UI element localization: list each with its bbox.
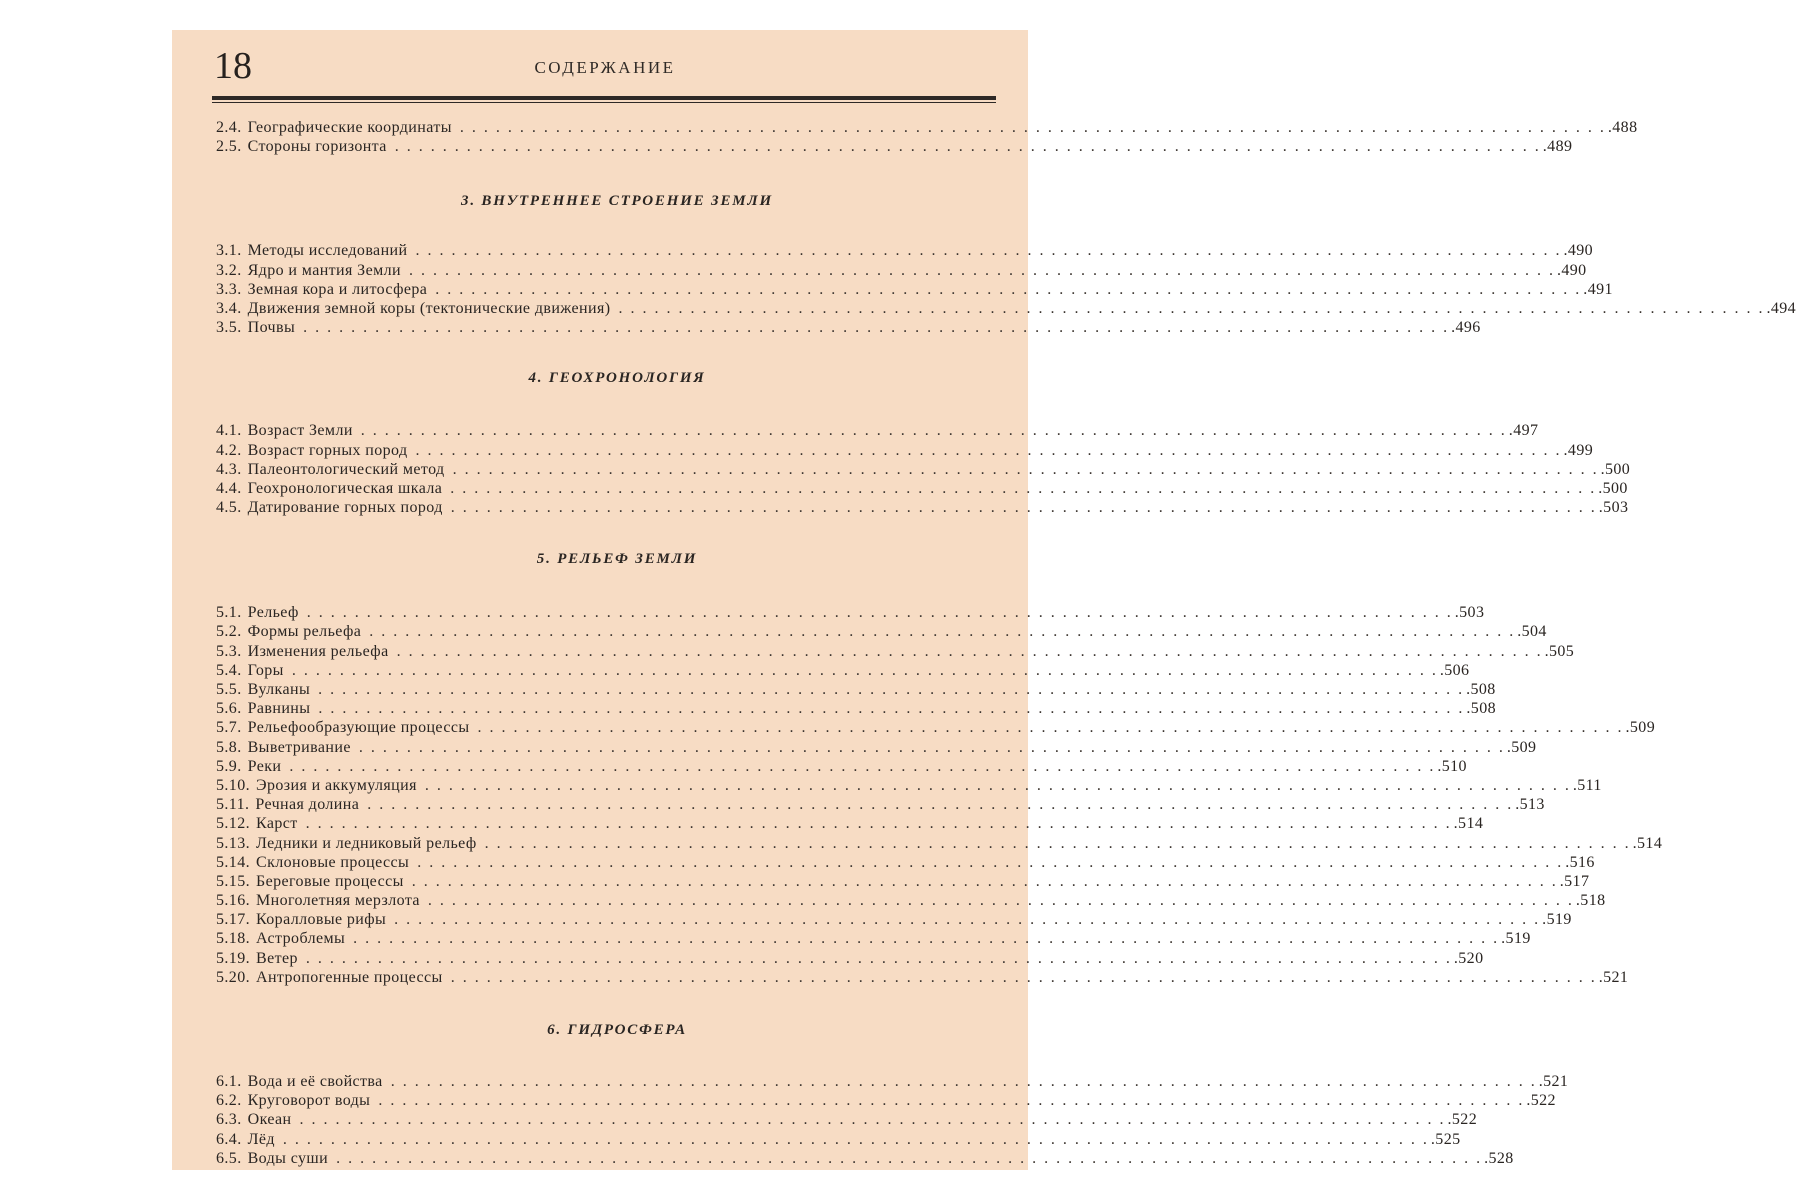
section-3-entries bbox=[216, 241, 1796, 337]
toc-entry-number: 6.5. bbox=[216, 1149, 242, 1167]
toc-entry bbox=[216, 1149, 1514, 1168]
running-title: СОДЕРЖАНИЕ bbox=[534, 58, 676, 77]
toc-entry-page: .491 bbox=[1583, 280, 1613, 298]
toc-entry-number: 2.5. bbox=[216, 138, 242, 156]
dot-leader: . . . . . . . . . . . . . . . . . . . . . . . . . . . . . . . . . . . . . . . . . . . . . . . . . . . . . . . . . . . . . . . . . . . . . . . . . . . . . . . . . . . . . . . . . . . . . . . . bbox=[390, 1073, 1537, 1090]
toc-entry-page: .522 bbox=[1526, 1092, 1556, 1110]
dot-leader: . . . . . . . . . . . . . . . . . . . . . . . . . . . . . . . . . . . . . . . . . . . . . . . . . . . . . . . . . . . . . . . . . . . . . . . . . . . . . . . . . . . . . . . . . . . . . . . . bbox=[618, 299, 1765, 317]
dot-leader: . . . . . . . . . . . . . . . . . . . . . . . . . . . . . . . . . . . . . . . . . . . . . . . . . . . . . . . . . . . . . . . . . . . . . . . . . . . . . . . . . . . . . . . . . . . . . . . . bbox=[450, 479, 1597, 497]
toc-entry-page: .505 bbox=[1544, 642, 1575, 660]
toc-entry-title: Рельеф bbox=[247, 604, 299, 622]
toc-entry bbox=[216, 699, 1497, 718]
toc-entry-page: .494 bbox=[1766, 299, 1796, 317]
toc-entry-number: 5.13. bbox=[216, 834, 250, 852]
toc-entry-title: Возраст Земли bbox=[247, 422, 353, 440]
toc-entry bbox=[216, 241, 1594, 260]
toc-entry-number: 5.14. bbox=[216, 853, 250, 871]
toc-entry-title: Географические координаты bbox=[247, 119, 452, 136]
book-page bbox=[172, 30, 1796, 1170]
section-5-entries bbox=[216, 603, 1663, 987]
toc-entry-number: 4.4. bbox=[216, 479, 242, 497]
dot-leader: . . . . . . . . . . . . . . . . . . . . . . . . . . . . . . . . . . . . . . . . . . . . . . . . . . . . . . . . . . . . . . . . . . . . . . . . . . . . . . . . . . . . . . . . . . . . . . . . bbox=[450, 968, 1597, 986]
toc-entry-number: 2.4. bbox=[216, 119, 242, 136]
toc-entry bbox=[216, 814, 1484, 833]
dot-leader: . . . . . . . . . . . . . . . . . . . . . . . . . . . . . . . . . . . . . . . . . . . . . . . . . . . . . . . . . . . . . . . . . . . . . . . . . . . . . . . . . . . . . . . . . . . . . . . . bbox=[358, 738, 1505, 756]
toc-entry bbox=[216, 910, 1572, 929]
toc-entry-page: .525 bbox=[1430, 1130, 1461, 1148]
toc-entry-title: Датирование горных пород bbox=[247, 499, 443, 517]
toc-entry bbox=[216, 872, 1590, 891]
toc-entry bbox=[216, 118, 1638, 137]
toc-entry-title: Многолетняя мерзлота bbox=[256, 892, 420, 910]
toc-entry-page: .514 bbox=[1632, 834, 1663, 852]
toc-entry-title: Выветривание bbox=[247, 738, 351, 756]
toc-entry-number: 3.4. bbox=[216, 299, 242, 317]
dot-leader: . . . . . . . . . . . . . . . . . . . . . . . . . . . . . . . . . . . . . . . . . . . . . . . . . . . . . . . . . . . . . . . . . . . . . . . . . . . . . . . . . . . . . . . . . . . . . . . . bbox=[427, 892, 1574, 910]
dot-leader: . . . . . . . . . . . . . . . . . . . . . . . . . . . . . . . . . . . . . . . . . . . . . . . . . . . . . . . . . . . . . . . . . . . . . . . . . . . . . . . . . . . . . . . . . . . . . . . . bbox=[299, 1111, 1446, 1129]
header-rule-thin bbox=[212, 102, 996, 103]
toc-entry-page: .514 bbox=[1453, 815, 1484, 833]
toc-entry bbox=[216, 299, 1796, 318]
toc-entry bbox=[216, 968, 1629, 987]
toc-entry-page: .489 bbox=[1542, 138, 1573, 156]
toc-entry-number: 4.2. bbox=[216, 441, 242, 459]
toc-entry-number: 5.12. bbox=[216, 815, 250, 833]
toc-entry-number: 5.19. bbox=[216, 949, 250, 967]
toc-entry-title: Ядро и мантия Земли bbox=[247, 261, 401, 279]
section-heading: 5. РЕЛЬЕФ ЗЕМЛИ bbox=[536, 551, 698, 568]
toc-entry-title: Формы рельефа bbox=[247, 623, 362, 641]
toc-entry-page: .490 bbox=[1556, 261, 1587, 279]
dot-leader: . . . . . . . . . . . . . . . . . . . . . . . . . . . . . . . . . . . . . . . . . . . . . . . . . . . . . . . . . . . . . . . . . . . . . . . . . . . . . . . . . . . . . . . . . . . . . . . . bbox=[396, 642, 1543, 660]
toc-entry-page: .499 bbox=[1563, 441, 1594, 459]
section-heading: 4. ГЕОХРОНОЛОГИЯ bbox=[528, 370, 706, 387]
toc-entry bbox=[216, 642, 1575, 661]
toc-entry-page: .500 bbox=[1600, 460, 1631, 478]
toc-entry-number: 5.18. bbox=[216, 930, 250, 948]
toc-entry bbox=[216, 1130, 1461, 1149]
page-header bbox=[214, 44, 996, 92]
toc-entry bbox=[216, 479, 1628, 498]
toc-entry-page: .509 bbox=[1625, 719, 1656, 737]
toc-entry bbox=[216, 853, 1595, 872]
toc-entry bbox=[216, 261, 1587, 280]
toc-entry-title: Почвы bbox=[247, 319, 296, 337]
toc-entry-page: .518 bbox=[1575, 892, 1606, 910]
toc-entry-page: .519 bbox=[1542, 911, 1572, 929]
dot-leader: . . . . . . . . . . . . . . . . . . . . . . . . . . . . . . . . . . . . . . . . . . . . . . . . . . . . . . . . . . . . . . . . . . . . . . . . . . . . . . . . . . . . . . . . . . . . . . . . bbox=[336, 1149, 1483, 1167]
toc-entry bbox=[216, 441, 1594, 460]
toc-entry-page: .513 bbox=[1515, 796, 1545, 814]
toc-entry bbox=[216, 891, 1606, 910]
section-heading: 6. ГИДРОСФЕРА bbox=[547, 1022, 687, 1038]
dot-leader: . . . . . . . . . . . . . . . . . . . . . . . . . . . . . . . . . . . . . . . . . . . . . . . . . . . . . . . . . . . . . . . . . . . . . . . . . . . . . . . . . . . . . . . . . . . . . . . . bbox=[318, 700, 1465, 718]
continued-entries bbox=[216, 118, 1638, 156]
toc-entry-title: Рельефообразующие процессы bbox=[247, 719, 470, 737]
toc-entry-title: Стороны горизонта bbox=[247, 138, 387, 156]
toc-entry-title: Земная кора и литосфера bbox=[247, 280, 428, 298]
toc-entry-title: Движения земной коры (тектонические движения) bbox=[247, 299, 611, 317]
toc-entry bbox=[216, 280, 1613, 299]
toc-entry-page: .496 bbox=[1451, 319, 1481, 337]
dot-leader: . . . . . . . . . . . . . . . . . . . . . . . . . . . . . . . . . . . . . . . . . . . . . . . . . . . . . . . . . . . . . . . . . . . . . . . . . . . . . . . . . . . . . . . . . . . . . . . . bbox=[459, 119, 1606, 136]
toc-entry-page: .508 bbox=[1466, 681, 1496, 698]
toc-entry-title: Круговорот воды bbox=[247, 1092, 371, 1110]
dot-leader: . . . . . . . . . . . . . . . . . . . . . . . . . . . . . . . . . . . . . . . . . . . . . . . . . . . . . . . . . . . . . . . . . . . . . . . . . . . . . . . . . . . . . . . . . . . . . . . . bbox=[305, 949, 1452, 967]
toc-entry-title: Методы исследований bbox=[247, 242, 408, 260]
toc-entry-title: Карст bbox=[256, 815, 298, 833]
toc-entry bbox=[216, 622, 1547, 641]
toc-entry-title: Эрозия и аккумуляция bbox=[256, 776, 417, 794]
toc-entry-title: Астроблемы bbox=[256, 930, 346, 948]
dot-leader: . . . . . . . . . . . . . . . . . . . . . . . . . . . . . . . . . . . . . . . . . . . . . . . . . . . . . . . . . . . . . . . . . . . . . . . . . . . . . . . . . . . . . . . . . . . . . . . . bbox=[452, 460, 1599, 478]
toc-entry-title: Склоновые процессы bbox=[256, 853, 410, 871]
dot-leader: . . . . . . . . . . . . . . . . . . . . . . . . . . . . . . . . . . . . . . . . . . . . . . . . . . . . . . . . . . . . . . . . . . . . . . . . . . . . . . . . . . . . . . . . . . . . . . . . bbox=[282, 1130, 1429, 1148]
dot-leader: . . . . . . . . . . . . . . . . . . . . . . . . . . . . . . . . . . . . . . . . . . . . . . . . . . . . . . . . . . . . . . . . . . . . . . . . . . . . . . . . . . . . . . . . . . . . . . . . bbox=[353, 930, 1500, 948]
dot-leader: . . . . . . . . . . . . . . . . . . . . . . . . . . . . . . . . . . . . . . . . . . . . . . . . . . . . . . . . . . . . . . . . . . . . . . . . . . . . . . . . . . . . . . . . . . . . . . . . bbox=[484, 834, 1631, 852]
toc-entry-number: 5.9. bbox=[216, 757, 242, 775]
toc-entry-number: 5.16. bbox=[216, 892, 250, 910]
toc-entry bbox=[216, 137, 1573, 156]
toc-entry-page: .500 bbox=[1598, 479, 1628, 497]
toc-entry-title: Воды суши bbox=[247, 1149, 329, 1167]
toc-entry-title: Океан bbox=[247, 1111, 292, 1129]
dot-leader: . . . . . . . . . . . . . . . . . . . . . . . . . . . . . . . . . . . . . . . . . . . . . . . . . . . . . . . . . . . . . . . . . . . . . . . . . . . . . . . . . . . . . . . . . . . . . . . . bbox=[360, 422, 1507, 440]
toc-entry-number: 5.5. bbox=[216, 681, 242, 698]
section-heading: 3. ВНУТРЕННЕЕ СТРОЕНИЕ ЗЕМЛИ bbox=[461, 193, 773, 210]
toc-entry-number: 5.2. bbox=[216, 623, 242, 641]
dot-leader: . . . . . . . . . . . . . . . . . . . . . . . . . . . . . . . . . . . . . . . . . . . . . . . . . . . . . . . . . . . . . . . . . . . . . . . . . . . . . . . . . . . . . . . . . . . . . . . . bbox=[394, 911, 1541, 929]
toc-entry bbox=[216, 318, 1481, 337]
toc-entry-page: .497 bbox=[1508, 422, 1539, 440]
toc-entry bbox=[216, 757, 1467, 776]
toc-entry-number: 4.5. bbox=[216, 499, 242, 517]
toc-entry-title: Вода и её свойства bbox=[247, 1073, 383, 1090]
toc-entry-number: 5.11. bbox=[216, 796, 250, 814]
toc-entry bbox=[216, 929, 1531, 948]
toc-entry-number: 6.4. bbox=[216, 1130, 242, 1148]
toc-entry bbox=[216, 718, 1656, 737]
toc-entry-number: 3.2. bbox=[216, 261, 242, 279]
toc-entry bbox=[216, 795, 1545, 814]
toc-entry-page: .490 bbox=[1563, 242, 1594, 260]
dot-leader: . . . . . . . . . . . . . . . . . . . . . . . . . . . . . . . . . . . . . . . . . . . . . . . . . . . . . . . . . . . . . . . . . . . . . . . . . . . . . . . . . . . . . . . . . . . . . . . . bbox=[378, 1092, 1525, 1110]
toc-entry-title: Береговые процессы bbox=[256, 872, 404, 890]
toc-entry-title: Геохронологическая шкала bbox=[247, 479, 443, 497]
section-4-entries bbox=[216, 421, 1631, 517]
toc-entry bbox=[216, 460, 1631, 479]
toc-entry-number: 5.10. bbox=[216, 776, 250, 794]
toc-entry-number: 3.1. bbox=[216, 242, 242, 260]
toc-entry-number: 5.17. bbox=[216, 911, 250, 929]
page-number: 18 bbox=[214, 45, 252, 87]
toc-entry-number: 6.3. bbox=[216, 1111, 242, 1129]
toc-entry bbox=[216, 1091, 1556, 1110]
toc-entry-page: .504 bbox=[1517, 623, 1547, 641]
toc-entry-title: Ледники и ледниковый рельеф bbox=[256, 834, 477, 852]
toc-entry-number: 4.1. bbox=[216, 422, 242, 440]
dot-leader: . . . . . . . . . . . . . . . . . . . . . . . . . . . . . . . . . . . . . . . . . . . . . . . . . . . . . . . . . . . . . . . . . . . . . . . . . . . . . . . . . . . . . . . . . . . . . . . . bbox=[411, 872, 1558, 890]
header-rule-thick bbox=[212, 96, 996, 100]
toc-entry-number: 5.6. bbox=[216, 700, 242, 718]
toc-entry bbox=[216, 949, 1484, 968]
toc-entry bbox=[216, 738, 1537, 757]
dot-leader: . . . . . . . . . . . . . . . . . . . . . . . . . . . . . . . . . . . . . . . . . . . . . . . . . . . . . . . . . . . . . . . . . . . . . . . . . . . . . . . . . . . . . . . . . . . . . . . . bbox=[477, 719, 1624, 737]
toc-entry-number: 6.1. bbox=[216, 1073, 242, 1090]
toc-entry-title: Вулканы bbox=[247, 681, 311, 698]
dot-leader: . . . . . . . . . . . . . . . . . . . . . . . . . . . . . . . . . . . . . . . . . . . . . . . . . . . . . . . . . . . . . . . . . . . . . . . . . . . . . . . . . . . . . . . . . . . . . . . . bbox=[303, 319, 1450, 337]
toc-entry-title: Коралловые рифы bbox=[256, 911, 387, 929]
dot-leader: . . . . . . . . . . . . . . . . . . . . . . . . . . . . . . . . . . . . . . . . . . . . . . . . . . . . . . . . . . . . . . . . . . . . . . . . . . . . . . . . . . . . . . . . . . . . . . . . bbox=[450, 499, 1597, 517]
toc-entry-number: 5.7. bbox=[216, 719, 242, 737]
toc-entry-title: Реки bbox=[247, 757, 282, 775]
toc-entry-page: .510 bbox=[1437, 757, 1467, 775]
table-of-contents bbox=[216, 118, 1796, 1168]
toc-entry-page: .522 bbox=[1447, 1111, 1478, 1129]
toc-entry-page: .516 bbox=[1565, 853, 1595, 871]
toc-entry-page: .517 bbox=[1559, 872, 1590, 890]
dot-leader: . . . . . . . . . . . . . . . . . . . . . . . . . . . . . . . . . . . . . . . . . . . . . . . . . . . . . . . . . . . . . . . . . . . . . . . . . . . . . . . . . . . . . . . . . . . . . . . . bbox=[417, 853, 1564, 871]
dot-leader: . . . . . . . . . . . . . . . . . . . . . . . . . . . . . . . . . . . . . . . . . . . . . . . . . . . . . . . . . . . . . . . . . . . . . . . . . . . . . . . . . . . . . . . . . . . . . . . . bbox=[306, 604, 1453, 622]
toc-entry bbox=[216, 661, 1470, 680]
toc-entry-title: Лёд bbox=[247, 1130, 275, 1148]
dot-leader: . . . . . . . . . . . . . . . . . . . . . . . . . . . . . . . . . . . . . . . . . . . . . . . . . . . . . . . . . . . . . . . . . . . . . . . . . . . . . . . . . . . . . . . . . . . . . . . . bbox=[415, 441, 1562, 459]
toc-entry-number: 5.8. bbox=[216, 738, 242, 756]
toc-entry bbox=[216, 834, 1663, 853]
dot-leader: . . . . . . . . . . . . . . . . . . . . . . . . . . . . . . . . . . . . . . . . . . . . . . . . . . . . . . . . . . . . . . . . . . . . . . . . . . . . . . . . . . . . . . . . . . . . . . . . bbox=[291, 661, 1438, 679]
toc-entry-number: 5.1. bbox=[216, 604, 242, 622]
toc-entry-number: 5.4. bbox=[216, 661, 242, 679]
toc-entry bbox=[216, 603, 1485, 622]
toc-entry-title: Антропогенные процессы bbox=[256, 968, 443, 986]
toc-entry-title: Ветер bbox=[256, 949, 298, 967]
toc-entry bbox=[216, 1072, 1569, 1091]
toc-entry-page: .528 bbox=[1484, 1149, 1514, 1167]
toc-entry bbox=[216, 498, 1629, 517]
dot-leader: . . . . . . . . . . . . . . . . . . . . . . . . . . . . . . . . . . . . . . . . . . . . . . . . . . . . . . . . . . . . . . . . . . . . . . . . . . . . . . . . . . . . . . . . . . . . . . . . bbox=[367, 796, 1514, 814]
toc-entry-page: .509 bbox=[1506, 738, 1537, 756]
toc-entry-number: 5.15. bbox=[216, 872, 250, 890]
toc-entry-page: .503 bbox=[1598, 499, 1629, 517]
toc-entry-title: Равнины bbox=[247, 700, 311, 718]
toc-entry-title: Палеонтологический метод bbox=[247, 460, 445, 478]
dot-leader: . . . . . . . . . . . . . . . . . . . . . . . . . . . . . . . . . . . . . . . . . . . . . . . . . . . . . . . . . . . . . . . . . . . . . . . . . . . . . . . . . . . . . . . . . . . . . . . . bbox=[424, 776, 1571, 794]
dot-leader: . . . . . . . . . . . . . . . . . . . . . . . . . . . . . . . . . . . . . . . . . . . . . . . . . . . . . . . . . . . . . . . . . . . . . . . . . . . . . . . . . . . . . . . . . . . . . . . . bbox=[415, 242, 1562, 260]
dot-leader: . . . . . . . . . . . . . . . . . . . . . . . . . . . . . . . . . . . . . . . . . . . . . . . . . . . . . . . . . . . . . . . . . . . . . . . . . . . . . . . . . . . . . . . . . . . . . . . . bbox=[435, 280, 1582, 298]
toc-entry-page: .519 bbox=[1501, 930, 1531, 948]
toc-entry bbox=[216, 776, 1602, 795]
toc-entry-number: 4.3. bbox=[216, 460, 242, 478]
toc-entry-number: 5.20. bbox=[216, 968, 250, 986]
toc-entry-page: .521 bbox=[1598, 968, 1629, 986]
toc-entry-title: Горы bbox=[247, 661, 284, 679]
toc-entry bbox=[216, 680, 1496, 699]
toc-entry-title: Изменения рельефа bbox=[247, 642, 389, 660]
toc-entry-page: .503 bbox=[1454, 604, 1485, 622]
toc-entry-page: .511 bbox=[1572, 776, 1602, 794]
toc-entry-page: .506 bbox=[1439, 661, 1470, 679]
dot-leader: . . . . . . . . . . . . . . . . . . . . . . . . . . . . . . . . . . . . . . . . . . . . . . . . . . . . . . . . . . . . . . . . . . . . . . . . . . . . . . . . . . . . . . . . . . . . . . . . bbox=[394, 138, 1541, 156]
toc-entry-page: .521 bbox=[1538, 1073, 1569, 1090]
toc-entry-title: Речная долина bbox=[255, 796, 360, 814]
toc-entry-number: 6.2. bbox=[216, 1092, 242, 1110]
toc-entry-number: 3.5. bbox=[216, 319, 242, 337]
dot-leader: . . . . . . . . . . . . . . . . . . . . . . . . . . . . . . . . . . . . . . . . . . . . . . . . . . . . . . . . . . . . . . . . . . . . . . . . . . . . . . . . . . . . . . . . . . . . . . . . bbox=[318, 681, 1465, 698]
dot-leader: . . . . . . . . . . . . . . . . . . . . . . . . . . . . . . . . . . . . . . . . . . . . . . . . . . . . . . . . . . . . . . . . . . . . . . . . . . . . . . . . . . . . . . . . . . . . . . . . bbox=[369, 623, 1516, 641]
toc-entry-number: 5.3. bbox=[216, 642, 242, 660]
toc-entry-title: Возраст горных пород bbox=[247, 441, 408, 459]
dot-leader: . . . . . . . . . . . . . . . . . . . . . . . . . . . . . . . . . . . . . . . . . . . . . . . . . . . . . . . . . . . . . . . . . . . . . . . . . . . . . . . . . . . . . . . . . . . . . . . . bbox=[408, 261, 1555, 279]
section-6-entries bbox=[216, 1072, 1569, 1168]
dot-leader: . . . . . . . . . . . . . . . . . . . . . . . . . . . . . . . . . . . . . . . . . . . . . . . . . . . . . . . . . . . . . . . . . . . . . . . . . . . . . . . . . . . . . . . . . . . . . . . . bbox=[289, 757, 1436, 775]
toc-entry-number: 3.3. bbox=[216, 280, 242, 298]
toc-entry-page: .508 bbox=[1466, 700, 1497, 718]
toc-entry bbox=[216, 421, 1539, 440]
toc-entry-page: .520 bbox=[1453, 949, 1484, 967]
dot-leader: . . . . . . . . . . . . . . . . . . . . . . . . . . . . . . . . . . . . . . . . . . . . . . . . . . . . . . . . . . . . . . . . . . . . . . . . . . . . . . . . . . . . . . . . . . . . . . . . bbox=[305, 815, 1452, 833]
toc-entry-page: .488 bbox=[1607, 119, 1638, 136]
toc-entry bbox=[216, 1110, 1478, 1129]
